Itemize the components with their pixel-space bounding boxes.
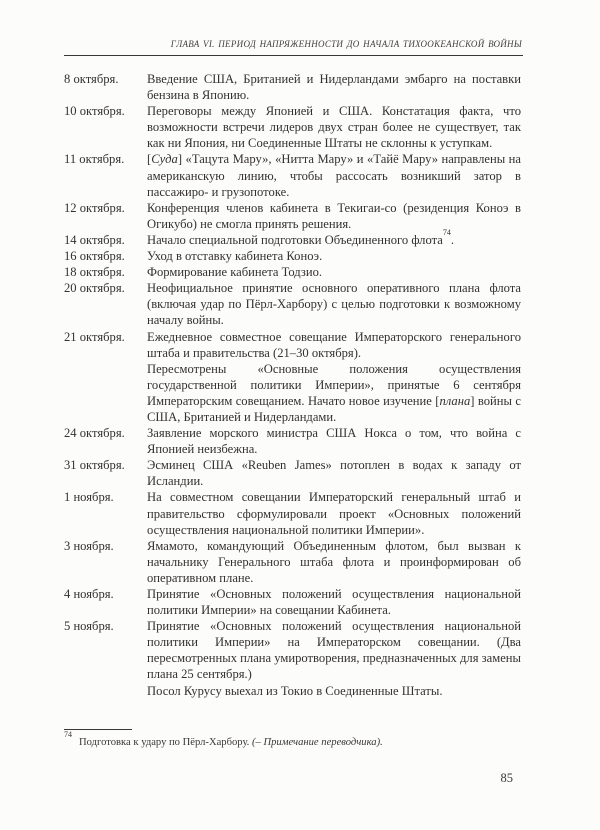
entry-paragraph xyxy=(147,103,521,151)
timeline-entry xyxy=(64,103,521,151)
text-run: Введение США, Британией и Нидерландами эмбарго на поставки бензина в Японию. xyxy=(147,72,521,103)
entry-paragraph xyxy=(147,329,521,361)
text-run: На совместном совещании Императорский генеральный штаб и правительство сформулировали проект «Основных положений осуществления национальной политики Империи». xyxy=(147,490,521,537)
timeline-entry xyxy=(64,71,521,103)
entry-paragraph xyxy=(147,248,521,264)
header-rule xyxy=(64,55,523,56)
text-run: Принятие «Основных положений осуществления национальной политики Империи» на Императорском совещании. (Два пересмотренных плана умиротворения, предназначенных для замены плана 25 сентября.) xyxy=(147,619,521,682)
timeline-entry xyxy=(64,586,521,618)
footnote-rule xyxy=(64,729,132,730)
text-run: Ямамото, командующий Объединенным флотом, был вызван к начальнику Генерального штаба флота и проинформирован об оперативном плане. xyxy=(147,538,521,585)
timeline-entry xyxy=(64,489,521,537)
entry-body xyxy=(147,280,521,328)
entry-paragraph xyxy=(147,489,521,537)
text-run: Неофициальное принятие основного оперативного плана флота (включая удар по Пёрл-Харбору) с целью подготовки к возможному началу войны. xyxy=(147,281,521,328)
entry-body xyxy=(147,425,521,457)
timeline-entry xyxy=(64,200,521,232)
text-run: Переговоры между Японией и США. Констатация факта, что возможности встречи лидеров двух стран более не существует, так как ни Япония, ни Соединенные Штаты не склонны к уступкам. xyxy=(147,104,521,151)
timeline-entry xyxy=(64,280,521,328)
text-run: ] «Тацута Мару», «Нитта Мару» и «Тайё Мару» направлены на американскую линию, чтобы рассосать возникший затор в пассажиро- и грузопотоке. xyxy=(147,152,521,199)
text-run: ] войны с США, Британией и Нидерландами. xyxy=(147,393,521,424)
timeline-entry xyxy=(64,227,521,248)
entry-paragraph xyxy=(147,200,521,232)
entry-date: 20 октября. xyxy=(64,281,125,296)
entry-body xyxy=(147,586,521,618)
page-number: 85 xyxy=(500,771,513,785)
entry-date: 31 октября. xyxy=(64,458,125,473)
entry-date: 21 октября. xyxy=(64,329,125,344)
text-run: Эсминец США «Reuben James» потоплен в водах к западу от Исландии. xyxy=(147,458,521,489)
italic-text: плана xyxy=(439,393,471,408)
text-run: [ xyxy=(147,152,152,167)
text-run: Заявление морского министра США Нокса о том, что война с Японией неизбежна. xyxy=(147,426,521,457)
entry-paragraph xyxy=(147,425,521,457)
timeline-entry xyxy=(64,457,521,489)
entry-paragraph xyxy=(147,683,521,699)
entry-date: 24 октября. xyxy=(64,426,125,441)
footnote-reference: 74 xyxy=(64,730,72,740)
timeline xyxy=(64,71,521,699)
text-run: Начало специальной подготовки Объединенного флота xyxy=(147,232,443,247)
entry-date: 12 октября. xyxy=(64,200,125,215)
timeline-entry xyxy=(64,329,521,426)
entry-date: 8 октября. xyxy=(64,72,119,86)
entry-date: 18 октября. xyxy=(64,265,125,280)
text-run: Ежедневное совместное совещание Императорского генерального штаба и правительства (21–30 октября). xyxy=(147,329,521,360)
entry-paragraph xyxy=(147,538,521,586)
italic-text: (– Примечание переводчика). xyxy=(251,737,383,748)
entry-date: 3 ноября. xyxy=(64,538,114,553)
italic-text: Суда xyxy=(151,152,178,167)
entry-date: 16 октября. xyxy=(64,249,125,264)
entry-body xyxy=(147,71,521,103)
entry-body xyxy=(147,227,521,248)
timeline-entry xyxy=(64,538,521,586)
text-run: Уход в отставку кабинета Коноэ. xyxy=(147,249,323,264)
timeline-entry xyxy=(64,248,521,264)
timeline-entry xyxy=(64,264,521,280)
text-run: Пересмотрены «Основные положения осуществления государственной политики Империи», принятые 6 сентября Императорским совещанием. Начато новое изучение [ xyxy=(147,361,521,408)
footnote xyxy=(64,730,521,750)
entry-paragraph xyxy=(147,264,521,280)
entry-paragraph xyxy=(147,618,521,682)
entry-body xyxy=(147,200,521,232)
entry-date: 4 ноября. xyxy=(64,587,114,601)
entry-paragraph xyxy=(147,71,521,103)
timeline-entry xyxy=(64,425,521,457)
entry-body xyxy=(147,618,521,698)
text-run: Подготовка к удару по Пёрл-Харбору. xyxy=(79,737,252,748)
entry-body xyxy=(147,264,521,280)
text-run: Посол Курусу выехал из Токио в Соединенные Штаты. xyxy=(147,683,443,698)
text-run: Формирование кабинета Тодзио. xyxy=(147,265,323,280)
entry-body xyxy=(147,489,521,537)
entry-body xyxy=(147,457,521,489)
entry-body xyxy=(147,151,521,199)
entry-paragraph xyxy=(147,586,521,618)
entry-body xyxy=(147,248,521,264)
entry-body xyxy=(147,103,521,151)
text-run: Принятие «Основных положений осуществления национальной политики Империи» на совещании Кабинета. xyxy=(147,587,521,618)
entry-date: 1 ноября. xyxy=(64,490,114,505)
entry-paragraph xyxy=(147,227,521,248)
running-header-title: ГЛАВА VI. ПЕРИОД НАПРЯЖЕННОСТИ ДО НАЧАЛА ТИХООКЕАНСКОЙ ВОЙНЫ xyxy=(170,39,522,49)
entry-paragraph xyxy=(147,151,521,199)
entry-body xyxy=(147,329,521,426)
entry-paragraph xyxy=(147,361,521,425)
timeline-entry xyxy=(64,618,521,698)
footnote-reference: 74 xyxy=(442,227,451,237)
text-run: . xyxy=(450,232,454,247)
entry-date: 14 октября. xyxy=(64,232,125,247)
entry-paragraph xyxy=(147,280,521,328)
entry-paragraph xyxy=(147,457,521,489)
text-run: Конференция членов кабинета в Текигаи-со (резиденция Коноэ в Огикубо) не смогла принять решения. xyxy=(147,200,521,231)
entry-body xyxy=(147,538,521,586)
entry-date: 10 октября. xyxy=(64,104,125,119)
timeline-entry xyxy=(64,151,521,199)
entry-date: 5 ноября. xyxy=(64,619,114,634)
entry-date: 11 октября. xyxy=(64,152,125,167)
